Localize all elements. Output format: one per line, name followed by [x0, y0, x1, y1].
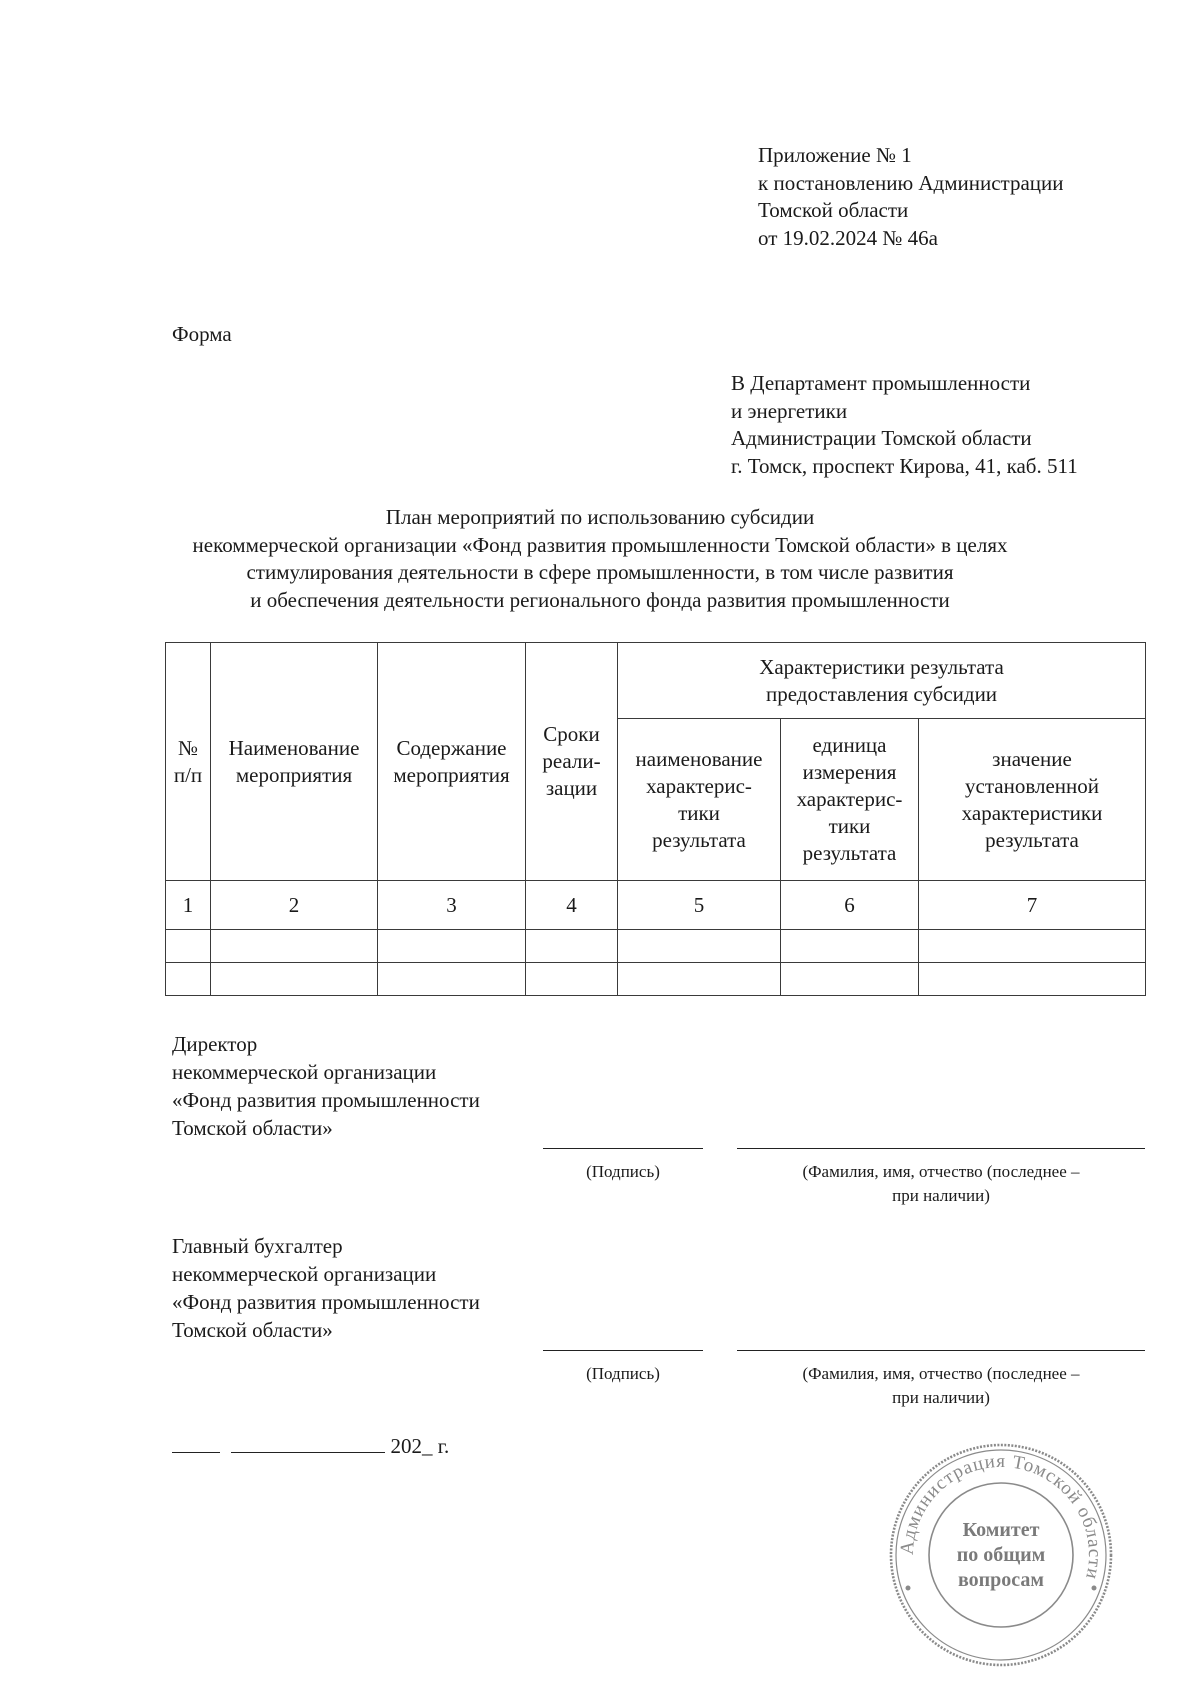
header-char-name: наименование характерис- тики результата — [618, 719, 781, 881]
stamp-center-line: вопросам — [957, 1569, 1045, 1591]
header-char-unit: единица измерения характерис- тики результата — [781, 719, 919, 881]
table-cell[interactable] — [781, 963, 919, 996]
header-characteristics-group: Характеристики результата предоставления субсидии — [618, 643, 1146, 719]
table-row — [166, 963, 1146, 996]
column-number: 1 — [166, 881, 211, 930]
table-cell[interactable] — [211, 930, 378, 963]
header-terms: Сроки реали- зации — [526, 643, 618, 881]
name-caption: (Фамилия, имя, отчество (последнее – при наличии) — [802, 1364, 1080, 1407]
addressee-block — [731, 370, 1078, 480]
title-line: некоммерческой организации «Фонд развития промышленности Томской области» в целях — [192, 532, 1008, 557]
table-cell[interactable] — [166, 930, 211, 963]
director-line: Директор — [172, 1032, 258, 1056]
plan-title — [150, 504, 1050, 614]
accountant-line: Томской области» — [172, 1318, 333, 1342]
accountant-name-field[interactable] — [737, 1350, 1145, 1351]
accountant-block — [172, 1232, 480, 1344]
column-number-row — [166, 881, 1146, 930]
column-number: 6 — [781, 881, 919, 930]
date-day-field[interactable] — [172, 1434, 220, 1453]
stamp-center-line: Комитет — [962, 1519, 1040, 1541]
table-cell[interactable] — [618, 963, 781, 996]
table-cell[interactable] — [166, 963, 211, 996]
table-cell[interactable] — [919, 963, 1146, 996]
header-event-name: Наименование мероприятия — [211, 643, 378, 881]
table-cell[interactable] — [378, 963, 526, 996]
director-signature-field[interactable] — [543, 1148, 703, 1149]
plan-table — [165, 642, 1146, 996]
table-cell[interactable] — [781, 930, 919, 963]
table-cell[interactable] — [919, 930, 1146, 963]
director-line: «Фонд развития промышленности — [172, 1088, 480, 1112]
table-cell[interactable] — [618, 930, 781, 963]
column-number: 4 — [526, 881, 618, 930]
addressee-line: и энергетики — [731, 398, 848, 423]
column-number: 3 — [378, 881, 526, 930]
accountant-line: «Фонд развития промышленности — [172, 1290, 480, 1314]
appendix-line: от 19.02.2024 № 46а — [758, 225, 939, 250]
accountant-line: некоммерческой организации — [172, 1262, 437, 1286]
form-label: Форма — [172, 322, 232, 346]
signature-caption: (Подпись) — [586, 1162, 660, 1181]
signature-caption: (Подпись) — [586, 1364, 660, 1383]
appendix-block — [758, 142, 1064, 252]
appendix-line: Приложение № 1 — [758, 143, 912, 167]
header-char-value: значение установленной характеристики результата — [919, 719, 1146, 881]
table-cell[interactable] — [378, 930, 526, 963]
stamp-outer-text: Администрация Томской области — [896, 1450, 1106, 1582]
title-line: и обеспечения деятельности регионального фонда развития промышленности — [250, 587, 950, 612]
column-number: 2 — [211, 881, 378, 930]
title-line: План мероприятий по использованию субсидии — [385, 505, 815, 529]
stamp-center-line: по общим — [956, 1544, 1046, 1566]
date-year: 202_ г. — [390, 1434, 450, 1458]
date-month-field[interactable] — [231, 1434, 385, 1453]
addressee-line: В Департамент промышленности — [731, 371, 1031, 395]
date-line — [172, 1434, 449, 1459]
column-number: 7 — [919, 881, 1146, 930]
accountant-line: Главный бухгалтер — [172, 1234, 343, 1258]
director-line: некоммерческой организации — [172, 1060, 437, 1084]
director-block — [172, 1030, 480, 1142]
seal-stamp — [886, 1440, 1116, 1670]
addressee-line: г. Томск, проспект Кирова, 41, каб. 511 — [731, 453, 1078, 478]
director-name-field[interactable] — [737, 1148, 1145, 1149]
name-caption: (Фамилия, имя, отчество (последнее – при наличии) — [802, 1162, 1080, 1205]
table-cell[interactable] — [526, 930, 618, 963]
addressee-line: Администрации Томской области — [731, 426, 1032, 450]
accountant-signature-field[interactable] — [543, 1350, 703, 1351]
title-line: стимулирования деятельности в сфере промышленности, в том числе развития — [246, 560, 954, 584]
header-num: № п/п — [166, 643, 211, 881]
table-cell[interactable] — [211, 963, 378, 996]
table-cell[interactable] — [526, 963, 618, 996]
column-number: 5 — [618, 881, 781, 930]
table-row — [166, 930, 1146, 963]
appendix-line: к постановлению Администрации — [758, 170, 1064, 195]
header-event-content: Содержание мероприятия — [378, 643, 526, 881]
appendix-line: Томской области — [758, 198, 909, 222]
director-line: Томской области» — [172, 1116, 333, 1140]
